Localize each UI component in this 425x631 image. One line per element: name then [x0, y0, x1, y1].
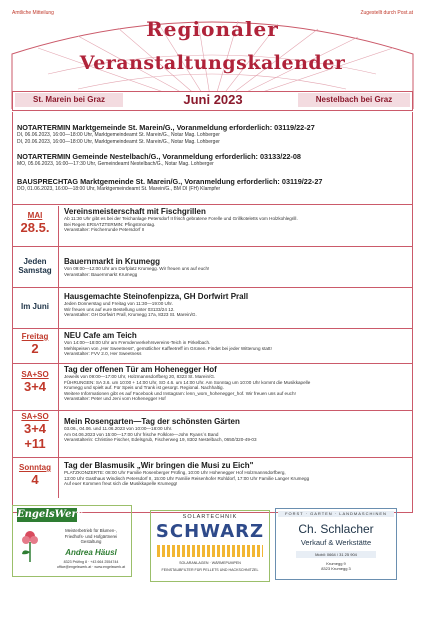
- event-line: Wir freuen uns auf eure Bestellung unter 03133/24 12.: [64, 306, 175, 312]
- ad-text: 8323 Krumegg 3: [321, 566, 351, 571]
- divider: [58, 364, 59, 410]
- engelswerk-logo: EngelsWerk: [17, 509, 84, 520]
- event-date-top: Jeden: [23, 257, 47, 266]
- left-municipality: St. Marein bei Graz: [15, 93, 123, 107]
- event-line: Krumegg und spielt auf. Für Speis und Trank ist gesorgt. Regional. Nachhaltig.: [64, 385, 224, 391]
- notar-block: [17, 123, 408, 145]
- event-title: Hausgemachte Steinofenpizza, GH Dorfwirt Prall: [64, 292, 249, 301]
- event-date-main: 3+4: [23, 421, 47, 436]
- event-date: [12, 257, 58, 275]
- schlacher-phone: Mobil: 0664 / 31 25 904: [296, 551, 376, 558]
- ad-text: Meisterbetrieb für Blumen-,: [65, 528, 117, 533]
- event-line: FÜHRUNGEN: SA 3.6. um 10:00 + 14:00 Uhr, SO 4.6. um 14:00 Uhr. Am Sonntag um 10:00 Uhr kommt die Musikkapelle: [64, 379, 311, 385]
- ad-engelswerk: [12, 505, 132, 577]
- event-date: [12, 302, 58, 311]
- ad-schlacher: [275, 508, 397, 580]
- event-line: 03.06., 04.06. und 11.06.2023 von 10:00—18:00 Uhr.: [64, 426, 173, 431]
- notar-line: DI, 06.06.2023, 16:00—18:00 Uhr, Marktgemeindeamt St. Marein/G., Notar Mag. Lohberger: [17, 132, 220, 138]
- event-date-main: Samstag: [18, 266, 52, 275]
- ad-text: Krumegg 9: [326, 561, 346, 566]
- event-date-top: Freitag: [21, 332, 49, 341]
- event-line: Veranstalter: GH Dorfwirt Prall, Krumegg 17a, 8323 St. Marein/G.: [64, 312, 197, 318]
- title-line-2: Veranstaltungskalender: [79, 52, 346, 74]
- event-row: [12, 411, 413, 457]
- event-line: Veranstalter: FVV 2.0, Her Sweetness: [64, 351, 142, 357]
- event-title: Mein Rosengarten—Tag der schönsten Gärten: [64, 417, 240, 426]
- event-line: Veranstalterin: Christine Fischer, Edelsgrub, Fischerweg 19, 8302 Nestelbach, 0650/320-49-03: [64, 437, 257, 443]
- event-title: Tag der offenen Tür am Hohenegger Hof: [64, 365, 217, 374]
- ad-text: SOLARANLAGEN · WÄRMEPUMPEN: [179, 561, 241, 565]
- event-body: [64, 292, 409, 318]
- official-notice-label: Amtliche Mitteilung: [12, 10, 54, 16]
- event-body: [64, 365, 409, 402]
- event-date: [12, 211, 58, 235]
- event-line: 13:00 Uhr Gasthaus Windisch Petersdorf II, 15:00 Uhr Familie Reisenhofer Rohldorf, 17:00 Uhr Familie Langer Krumegg: [64, 475, 310, 481]
- event-row: [12, 458, 413, 498]
- notar-title: NOTARTERMIN Marktgemeinde St. Marein/G., Voranmeldung erforderlich: 03119/22-27: [17, 123, 315, 132]
- event-body: [64, 207, 409, 233]
- engelswerk-contact: [53, 560, 129, 569]
- event-line: Auf euer Kommen freut sich die Musikkapelle Krumegg!: [64, 481, 178, 487]
- event-line: Am 04.06.2023 von 15:00—17:00 Uhr frische Folklore—John Ryans´s Band: [64, 431, 219, 437]
- divider: [58, 458, 59, 498]
- event-line: Von 14:00—18:00 Uhr am Fremdenverkehrsvereins-Teich in Pirkelbach.: [64, 340, 211, 345]
- event-date-top: SA+SO: [21, 412, 49, 421]
- notar-line: DI, 20.06.2023, 16:00—18:00 Uhr, Marktgemeindeamt St. Marein/G., Notar Mag. Lohberger: [17, 138, 220, 145]
- event-date-main: 28.5.: [20, 220, 50, 235]
- solar-panel-graphic: [157, 545, 263, 557]
- ad-text: Friedhofs- und Hofgärtnerei: [64, 533, 118, 539]
- solartechnik-label: SOLARTECHNIK: [182, 514, 238, 520]
- event-date-extra: +11: [24, 436, 46, 451]
- event-date-main: Im Juni: [20, 302, 49, 311]
- event-date: [12, 463, 58, 487]
- event-row: [12, 329, 413, 363]
- event-line: PLATZKONZERTE: 08:00 Uhr Familie Rosenberger Prüfing, 10:00 Uhr Hohenegger Hof Holzmannsdorfberg,: [64, 470, 286, 475]
- event-title: Tag der Blasmusik „Wir bringen die Musi zu Eich": [64, 461, 254, 470]
- event-date-main: 4: [31, 472, 39, 487]
- event-title: Vereinsmeisterschaft mit Fischgrillen: [64, 207, 206, 216]
- schlacher-subtitle: Verkauf & Werkstätte: [300, 538, 372, 547]
- divider: [58, 206, 59, 246]
- event-line: Jeden Donnerstag und Freitag von 11:30—19:00 Uhr.: [64, 301, 173, 306]
- event-date: [12, 412, 58, 451]
- event-date-top: MAI: [27, 211, 43, 220]
- ad-solartechnik: [150, 510, 270, 582]
- event-line: Veranstalter: Bauernmarkt Krumegg: [64, 271, 138, 277]
- event-line: Jeweils von 09:00—17:00 Uhr, Holzmannsdorfberg 20, 8323 St. Marein/G.: [64, 374, 216, 379]
- event-row: [12, 206, 413, 246]
- event-body: [64, 257, 409, 277]
- ad-text: FEINSTAUBFILTER FÜR PELLETS UND HACKSCHNITZEL: [161, 568, 259, 572]
- event-line: Von 09:00—12:00 Uhr am Dorfplatz Krumegg. Wir freuen uns auf euch!: [64, 266, 210, 271]
- event-line: Bei Regen ERSATZTERMIN: Pfingstmontag.: [64, 221, 156, 227]
- flower-icon: [19, 528, 41, 564]
- notar-line: DO, 01.06.2023, 16:00—18:00 Uhr, Marktgemeindeamt St. Marein/G., BM DI (FH) Klampfer: [17, 186, 221, 192]
- divider: [12, 204, 413, 205]
- event-row: [12, 364, 413, 410]
- event-date-top: SA+SO: [21, 370, 49, 379]
- right-municipality: Nestelbach bei Graz: [298, 93, 410, 107]
- schlacher-category: FORST · GARTEN · LANDMASCHINEN: [278, 511, 394, 517]
- event-line: Veranstalter: Peter und Jeni vom Hohenegger Hof: [64, 396, 166, 402]
- divider: [58, 411, 59, 457]
- postal-note-label: Zugestellt durch Post.at: [360, 10, 413, 16]
- engelswerk-subtitle: [53, 528, 129, 545]
- divider: [58, 247, 59, 287]
- event-line: Mehlspeisen von „Her Sweetness", gemütlicher Kaffeetreff im Grünen. Findet bei jeder Witterung statt!: [64, 345, 272, 351]
- title-line-1: Regionaler: [146, 17, 279, 41]
- event-date: [12, 332, 58, 356]
- event-title: Bauernmarkt in Krumegg: [64, 257, 161, 266]
- schlacher-name: Ch. Schlacher: [298, 522, 374, 536]
- notar-line: MO, 05.06.2023, 16:00—17:30 Uhr, Gemeindeamt Nestelbach/G., Notar Mag. Lohberger: [17, 161, 214, 167]
- ad-text: Gestaltung: [80, 539, 102, 544]
- ad-text: 8323 Prüfing 8 · +43 664 2554744: [63, 560, 119, 564]
- event-title: NEU Cafe am Teich: [64, 331, 137, 340]
- divider: [58, 329, 59, 363]
- engelswerk-owner: Andrea Häusl: [65, 548, 117, 557]
- schwarz-logo: SCHWARZ: [155, 521, 265, 542]
- notar-block: [17, 152, 408, 168]
- month-label: Juni 2023: [183, 92, 243, 107]
- event-row: [12, 288, 413, 328]
- divider: [58, 288, 59, 328]
- event-body: [64, 417, 409, 443]
- event-body: [64, 461, 409, 487]
- event-row: [12, 247, 413, 287]
- event-date-top: Sonntag: [19, 463, 51, 472]
- ad-text: office@engelswerk.at · www.engelswerk.at: [56, 564, 126, 569]
- notar-title: NOTARTERMIN Gemeinde Nestelbach/G., Voranmeldung erforderlich: 03133/22-08: [17, 152, 301, 161]
- event-line: Veranstalter: Fischerrunde Petersdorf II: [64, 227, 145, 233]
- municipality-band: [12, 91, 413, 111]
- event-body: [64, 331, 409, 357]
- event-line: Ab 11:30 Uhr gibt es bei der Teichanlage Petersdorf II frisch gebratene Forelle und Grillkoteletts vom Holzkohlegrill.: [64, 216, 298, 221]
- event-date: [12, 370, 58, 394]
- event-date-main: 3+4: [23, 379, 47, 394]
- notar-block: [17, 177, 408, 193]
- notar-title: BAUSPRECHTAG Marktgemeinde St. Marein/G., Voranmeldung erforderlich: 03119/22-27: [17, 177, 323, 186]
- schlacher-address: [276, 561, 396, 631]
- event-line: Weitere Informationen gibt es auf Facebook und Instagram: lenn_wom_hohenegger_hof. Wir freuen uns auf euch!: [64, 390, 296, 396]
- event-date-main: 2: [31, 341, 39, 356]
